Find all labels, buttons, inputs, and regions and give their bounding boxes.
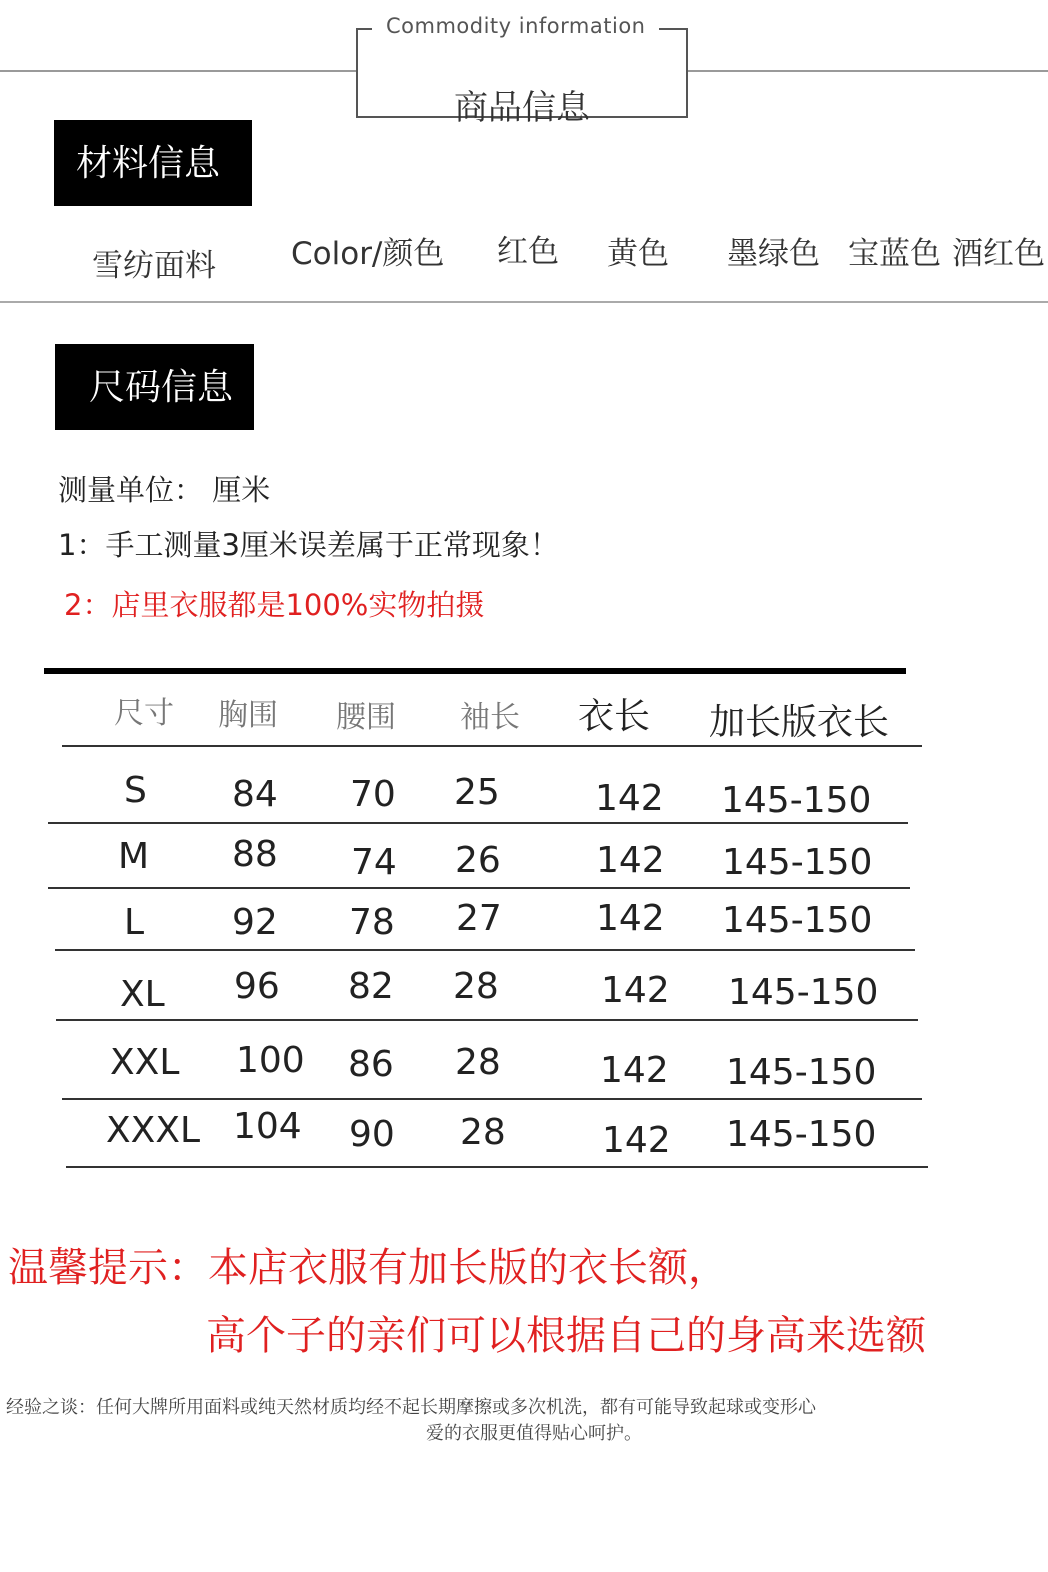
cell-waist: 86 [348, 1044, 394, 1085]
chinese-title: 商品信息 [454, 88, 590, 128]
material-divider [0, 301, 1048, 303]
header-size: 尺寸 [114, 696, 174, 731]
warm-tip-line1: 温馨提示：本店衣服有加长版的衣长额， [8, 1245, 728, 1291]
color-option: 黄色 [607, 236, 669, 272]
material-tag: 材料信息 [54, 120, 252, 206]
cell-chest: 100 [236, 1040, 305, 1081]
color-label: Color/颜色 [291, 236, 445, 272]
experience-note-line1: 经验之谈：任何大牌所用面料或纯天然材质均经不起长期摩擦或多次机洗，都有可能导致起球或变形心 [6, 1397, 816, 1418]
cell-long-length: 145-150 [722, 842, 873, 883]
color-option: 墨绿色 [727, 236, 820, 272]
cell-sleeve: 26 [455, 840, 501, 881]
cell-length: 142 [596, 898, 665, 939]
cell-chest: 92 [232, 902, 278, 943]
note-error: 1：手工测量3厘米误差属于正常现象！ [58, 528, 559, 562]
header-line-right [688, 70, 1048, 72]
header-waist: 腰围 [336, 700, 396, 735]
cell-sleeve: 28 [460, 1112, 506, 1153]
cell-waist: 70 [350, 774, 396, 815]
cell-long-length: 145-150 [726, 1114, 877, 1155]
cell-length: 142 [596, 840, 665, 881]
unit-line: 测量单位： 厘米 [58, 473, 271, 507]
cell-length: 142 [595, 778, 664, 819]
english-title: Commodity information [372, 14, 659, 38]
cell-size: L [124, 902, 145, 943]
header-sleeve: 袖长 [460, 700, 520, 735]
cell-long-length: 145-150 [721, 780, 872, 821]
cell-sleeve: 28 [453, 966, 499, 1007]
row-divider [62, 1098, 922, 1100]
cell-waist: 82 [348, 966, 394, 1007]
color-option: 酒红色 [952, 236, 1045, 272]
cell-size: M [118, 836, 150, 877]
cell-long-length: 145-150 [726, 1052, 877, 1093]
row-divider [48, 822, 908, 824]
table-top-rule [44, 668, 906, 674]
row-divider [56, 1019, 918, 1021]
cell-chest: 96 [234, 966, 280, 1007]
note-real-photo: 2：店里衣服都是100%实物拍摄 [64, 588, 485, 622]
cell-waist: 78 [349, 902, 395, 943]
commodity-info-title-box [356, 28, 688, 128]
warm-tip-line2: 高个子的亲们可以根据自己的身高来选额 [206, 1313, 926, 1359]
cell-size: XXL [110, 1042, 180, 1083]
cell-sleeve: 27 [456, 898, 502, 939]
cell-chest: 104 [233, 1106, 302, 1147]
cell-sleeve: 28 [455, 1042, 501, 1083]
cell-long-length: 145-150 [722, 900, 873, 941]
cell-long-length: 145-150 [728, 972, 879, 1013]
experience-note-line2: 爱的衣服更值得贴心呵护。 [426, 1423, 642, 1444]
cell-length: 142 [602, 1120, 671, 1161]
size-tag: 尺码信息 [55, 344, 254, 430]
table-bottom-rule [66, 1166, 928, 1168]
cell-size: S [124, 770, 147, 811]
cell-length: 142 [600, 1050, 669, 1091]
cell-size: XL [120, 974, 165, 1015]
cell-waist: 90 [349, 1114, 395, 1155]
header-length: 衣长 [578, 696, 651, 737]
row-divider [48, 887, 910, 889]
row-divider [55, 949, 915, 951]
cell-chest: 88 [232, 834, 278, 875]
header-long-length: 加长版衣长 [709, 702, 890, 743]
cell-sleeve: 25 [454, 772, 500, 813]
cell-chest: 84 [232, 774, 278, 815]
header-chest: 胸围 [218, 698, 278, 733]
cell-length: 142 [601, 970, 670, 1011]
table-header-rule [62, 745, 922, 747]
fabric-label: 雪纺面料 [92, 248, 216, 284]
cell-size: XXXL [106, 1110, 201, 1151]
cell-waist: 74 [351, 842, 397, 883]
color-option: 红色 [497, 234, 559, 270]
color-option: 宝蓝色 [848, 236, 941, 272]
header-line-left [0, 70, 356, 72]
